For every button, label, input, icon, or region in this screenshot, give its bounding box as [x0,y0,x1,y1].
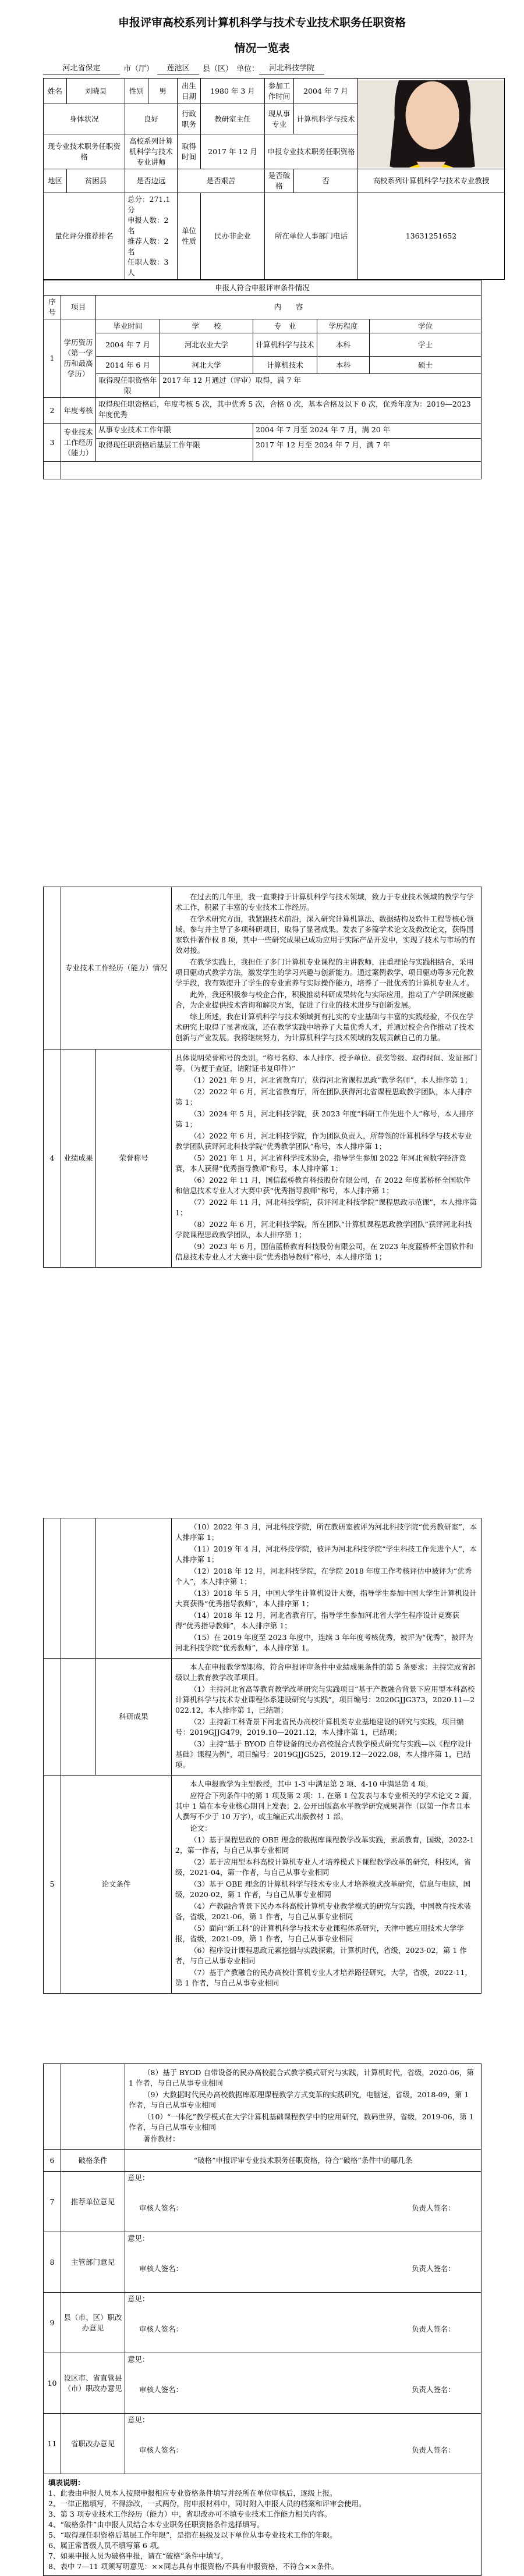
note-item: 4、“破格条件”由申报人员结合本专业职务任职资格条件选择填写。 [48,2520,264,2529]
edu-head-4: 学位 [370,319,481,333]
review-text: 意见： [128,2173,150,2182]
honor-item: （8）2022 年 6 月，河北科技学院，所在团队“计算机课程思政教学团队”获评河北科技学院课程思政教学团队，本人排序第 1； [175,1220,472,1239]
notes-title: 填表说明： [48,2478,85,2487]
row-no-4: 4 [44,1049,61,1268]
ability-table [43,887,481,1268]
page-gap [43,479,481,887]
paper-item: （10）“一体化”教学模式在大学计算机基础课程教学中的应用研究，数码世界，省级，2019-06，第 1 作者，与自己从事专业相同 [129,2112,474,2132]
honor-item: （13）2018 年 5 月，中国大学生计算机设计大赛，指导学生参加中国大学生计算机设计大赛获得“优秀指导教师”，本人排序第 1； [175,1589,477,1608]
photo-cell [358,79,505,169]
portrait-icon [358,80,504,168]
honor-item: （5）2021 年 1 月，河北省科学技术协会，指导学生参加 2022 年河北省数字经济竞赛，本人获得“优秀指导教师”称号，本人排序第 1； [175,1154,466,1173]
col-no: 序号 [44,296,61,319]
tech-item-2-label: 取得现任职资格后基层工作年限 [96,439,253,462]
review-label-11: 省职改办意见 [61,2414,125,2474]
blank-row [61,462,481,479]
review-label-10: 设区市、省直管县（市）职改办意见 [61,2353,125,2414]
paper-item: （1）基于课程思政的 OBE 理念的数据库课程教学改革实践，素质教育，国级，2022-12，第一作者，与自己从事专业相同 [175,1835,475,1855]
birth-label: 出生日期 [178,79,201,104]
obtain-value: 2017 年 12 月 [201,134,265,169]
health-value: 良好 [125,104,178,134]
honor-item: （4）2022 年 6 月，河北科技学院，作为团队负责人，所带领的计算机科学与技术专业教学团队获评河北科技学院“优秀教学团队”称号，本人排序第 1； [175,1132,472,1151]
cur-title-label: 取得现任职资格年限 [96,374,160,398]
apply-value: 高校系列计算机科学与技术专业教授 [358,169,505,193]
paper-item: （5）面向“新工科”的计算机科学与技术专业课程体系研究，天津中德应用技术大学学报，省级，2021-09，第 1 作者，与自己从事专业相同 [175,1924,464,1943]
ability-content [172,887,481,1049]
ability-label: 专业技术工作经历（能力）情况 [61,887,172,1049]
row-no-2: 2 [44,398,61,424]
col-content: 内 容 [96,296,481,319]
unit-field: 河北科技学院 [259,63,324,74]
paper-label-2 [61,2064,125,2150]
edu-row-2-major: 计算机技术 [253,357,317,374]
remote-label: 是否边远 [125,169,178,193]
document [43,15,490,2576]
paper-item: （2）基于应用型本科高校计算机专业人才培养模式下课程教学改革的研究，科技风，省级，2021-04，第一作者，与自己从事专业相同 [175,1858,471,1877]
honor-item: （14）2018 年 12 月，河北省教育厅，指导学生参加河北省大学生程序设计竞赛获得“优秀指导教师”，本人排序第 1； [175,1611,460,1630]
row-no-4c [44,1659,61,1776]
research-content [172,1659,481,1776]
region-label: 地区 [44,169,67,193]
city-label: 市（厅） [123,65,154,73]
review-label-8: 主管部门意见 [61,2232,125,2293]
review-no-9: 9 [44,2293,61,2353]
paper-item: （8）基于 BYOD 自带设备的民办高校混合式教学模式研究与实践，计算机时代，省级，2020-06，第 1 作者，与自己从事专业相同 [129,2068,474,2087]
review-no-10: 10 [44,2353,61,2414]
tech-label: 专业技术工作经历（能力） [61,424,96,462]
honor-content [172,1049,481,1268]
name-label: 姓名 [44,79,67,104]
note-item: 1、此表由申报人员本人按照申报相应专业资格条件填写并经所在单位审核后，逐级上报。 [48,2489,337,2497]
honor-item: （3）2024 年 5 月，河北科技学院，获 2023 年度“科研工作先进个人”称号，本人排序第 1； [175,1109,474,1129]
hard-value: 否 [294,169,358,193]
hard-label: 是否破格 [265,169,294,193]
quant-value: 总分：271.1 分 申报人数：2 名 推荐人数：2 名 任职人数：3 人 [125,193,178,280]
ability-para: 在过去的几年里，我一直秉持于计算机科学与技术领域，致力于专业技术领域的教学与学术工作，积累了丰富的专业技术工作经历。 [175,892,474,912]
honor-item: （1）2021 年 9 月，河北省教育厅，获得河北省课程思政“教学名师”，本人排序第 1； [190,1076,472,1084]
edu-row-2-degree: 硕士 [370,357,481,374]
note-item: 3、第 3 项专业技术工作经历（能力）中，省职改办可不填专业技术工作能力相关内容。 [48,2510,332,2518]
edu-row-1-school: 河北农业大学 [160,333,253,357]
edu-head-0: 毕业时间 [96,319,160,333]
admin-value: 教研室主任 [201,104,265,134]
note-item: 5、“取得现任职资格后基层工作年限”，是指在县级及以下单位从事专业技术工作的年限。 [48,2531,337,2539]
major-value: 计算机科学与技术 [294,104,358,134]
review-box-9 [125,2293,481,2353]
paper-item: 本人申报教学为主型教授，其中 1-3 中满足第 2 项、4-10 中满足第 4 项。 [190,1780,433,1788]
honor-item: （7）2022 年 11 月，河北科技学院，获评河北科技学院“课程思政示范课”，本人排序第 1； [175,1198,477,1217]
edu-row-1-degree: 学士 [370,333,481,357]
review-no-8: 8 [44,2232,61,2293]
honor-content-2 [172,1518,481,1659]
performance-label: 业绩成果 [61,1049,96,1268]
row-no-5b [44,2064,61,2150]
remote-value: 是否艰苦 [178,169,265,193]
review-box-7 [125,2172,481,2232]
paper-label: 论文条件 [61,1776,172,1994]
performance-label-2 [61,1518,96,1659]
gender-value: 男 [148,79,178,104]
paper-item: （7）基于产教融合的民办高校计算机专业人才培养路径研究，大学，省级，2022-11，第 1 作者，与自己从事专业相同 [175,1968,472,1987]
honor-item: （15）在 2019 年度至 2023 年度中，连续 3 年年度考核优秀，被评为“优秀”，被评为河北科技学院“优秀教师”，本人排序第 1。 [175,1633,473,1652]
research-item: （3）主持“基于 BYOD 自带设备的民办高校混合式教学模式研究与实践—以《程序设计基础》课程为例”，项目编号：2019GJJG525，2019.12—2022.08，本人排序第 1，已结项。 [175,1739,472,1769]
work-label: 参加工作时间 [265,79,294,104]
review-text: 意见： [128,2415,150,2424]
title-value: 高校系列计算机科学与技术专业讲师 [125,134,178,169]
review-box-11 [125,2414,481,2474]
row-no-1: 1 [44,319,61,398]
name-value: 刘晓昊 [67,79,125,104]
unit-nature-label: 单位性质 [178,193,201,280]
honor-item: （6）2022 年 11 月，国信蓝桥教育科技股份有限公司，在 2022 年度蓝桥杯全国软件和信息技术专业人才大赛中获“优秀指导教师”称号，本人排序第 1； [175,1176,471,1195]
honor-item: （12）2018 年 12 月，河北科技学院，在学院 2018 年度工作考核评估中被评为“优秀个人”，本人排序第 1； [175,1567,472,1586]
honor-item: （11）2019 年 4 月，河北科技学院，被评为河北科技学院“学生科技工作先进个人”，本人排序第 1； [175,1545,477,1564]
review-leader: 负责人签名： [411,2446,455,2454]
recognition-text: “破格”申报评审专业技术职务任职资格，符合“破格”条件中的哪几条 [125,2150,481,2172]
paper-item: （6）程序设计课程思政元素挖掘与实践探索，计算机时代，省级，2023-02，第 1 作者，与自己从事专业相同 [175,1946,467,1965]
edu-row-2-level: 本科 [317,357,370,374]
review-label-7: 推荐单位意见 [61,2172,125,2232]
paper-item: （9）大数据时代民办高校数据库原理课程教学方式变革的实践研究，电脑迷，省级，2018-09，第 1 作者，与自己从事专业相同 [129,2090,469,2109]
research-item: 本人在申报教学型职称，符合申报评审条件中业绩成果条件的第 5 条要求：主持完成省部级以上教育教学改革项目。 [175,1663,476,1682]
tech-item-2-value: 2017 年 12 月至 2024 年 7 月，满 7 年 [253,439,481,462]
health-label: 身体状况 [44,104,125,134]
province-field: 河北省保定 [43,63,120,74]
title-label: 现专业技术职务任职资格 [44,134,125,169]
edu-row-2-school: 河北大学 [160,357,253,374]
honor-item: （10）2022 年 3 月，河北科技学院，所在教研室被评为河北科技学院“优秀教研室”，本人排序第 1； [175,1522,477,1542]
unit-label: 单位： [236,65,260,73]
ability-para: 在教学实践上，我担任了多门计算机专业课程的主讲教师，注重理论与实践相结合，采用项目驱动式教学方法，激发学生的学习兴趣与创新能力。通过案例教学、项目驱动等多元化教学手段，我有效提升了学生的专业素养与实际操作能力，培养了一批优秀的计算机专业人才。 [175,958,474,987]
note-item: 7、如果申报人员为破格申报，请在“破格”条件中填写。 [48,2552,228,2560]
tech-item-1-value: 2004 年 7 月至 2024 年 7 月，满 20 年 [253,424,481,439]
review-signer: 审核人签名： [139,2264,183,2273]
performance-label-3 [61,1659,96,1776]
review-signer: 审核人签名： [139,2325,183,2333]
header-line [43,62,481,74]
paper-item: 论文： [190,1824,212,1833]
admin-label: 行政职务 [178,104,201,134]
review-table [43,2063,481,2576]
edu-row-1-date: 2004 年 7 月 [96,333,160,357]
review-label-9: 县（市、区）职改办意见 [61,2293,125,2353]
edu-label: 学历资历（第一学历和最高学历） [61,319,96,398]
review-leader: 负责人签名： [411,2264,455,2273]
row-no-3: 3 [44,424,61,462]
paper-content [172,1776,481,1994]
research-item: （1）主持河北省高等教育教学改革研究与实践项目“基于产教融合背景下应用型本科高校计算机科学与技术专业课程体系建设研究与实践”，项目编号：2020GJJG373，2020.11—2022.12，本人排序第 1，已结题； [175,1685,475,1714]
annual-text: 取得现任职资格后，年度考核 5 次，其中优秀 5 次，合格 0 次，基本合格及以下 0 次，优秀年度为：2019—2023 年度优秀 [96,398,481,424]
review-no-11: 11 [44,2414,61,2474]
birth-value: 1980 年 3 月 [201,79,265,104]
honor-label-2 [96,1518,172,1659]
review-leader: 负责人签名： [411,2325,455,2333]
note-item: 2、一律正楷填写，不得涂改，一式两份，附申报材料中，同时附入申报人员的档案和评审会使用。 [48,2499,366,2508]
edu-head-1: 学 校 [160,319,253,333]
review-leader: 负责人签名： [411,2204,455,2212]
ability-para: 此外，我还积极参与校企合作，积极推动科研成果转化与实际应用，推动了产学研深度融合，为企业提供技术咨询和解决方案，促进了行业的技术进步与创新发展。 [175,990,474,1009]
paper-item: （3）基于 OBE 理念的计算机科学与技术专业人才培养模式改革研究，信息与电脑，国级，2020-02，第 1 作者，与自己从事专业相同 [175,1880,470,1899]
hr-phone: 13631251652 [358,193,505,280]
note-item: 8、表中 7—11 项须写明意见：××同志具有申报资格/不具有申报资格，不符合××条件。 [48,2562,339,2571]
paper-content-2 [125,2064,481,2150]
row-no-6: 6 [44,2150,61,2172]
research-label: 科研成果 [96,1659,172,1776]
edu-head-3: 学历程度 [317,319,370,333]
edu-row-1-major: 计算机科学与技术 [253,333,317,357]
paper-item: 应符合下列条件中的第 1 项及第 2 项：1. 在第 1 位发表与本专业相关的学术论文 2 篇，其中 1 篇在本专业核心期刊上发表；2. 公开出版高水平教学研究成果著作（以第一作者且本人撰写不少于 10 万字），或主编正式出版教材 1 部。 [175,1791,476,1821]
obtain-label: 取得时间 [178,134,201,169]
paper-item: 著作教材： [143,2134,180,2143]
review-text: 意见： [128,2294,150,2303]
review-no-7: 7 [44,2172,61,2232]
portrait-photo [358,80,504,168]
research-item: （2）主持新工科背景下河北省民办高校计算机类专业基地建设的研究与实践，项目编号：2019GJJG479，2019.10—2021.12，本人排序第 1，已结项； [175,1717,464,1737]
review-leader: 负责人签名： [411,2385,455,2394]
review-box-10 [125,2353,481,2414]
edu-head-2: 专 业 [253,319,317,333]
document-title: 申报评审高校系列计算机科学与技术专业技术职务任职资格 [118,16,406,29]
ability-para: 在学术研究方面，我紧跟技术前沿，深入研究计算机算法、数据结构及软件工程等核心领域。参与并主导了多项科研项目，取得了显著成果。发表了多篇学术论文及教改论文，获得国家软件著作权 8 项，其中一些研究成果已成功应用于实际产品开发中，实现了技术与市场的有效对接。 [175,915,476,955]
unit-nature-value: 民办非企业 [201,193,265,280]
honor-item: （9）2023 年 6 月，国信蓝桥教育科技股份有限公司，在 2023 年度蓝桥杯全国软件和信息技术专业人才大赛中获“优秀指导教师”称号，本人排序第 1； [175,1242,473,1261]
honor-label: 荣誉称号 [96,1049,172,1268]
major-label: 现从事专业 [265,104,294,134]
ability-para: 综上所述，我在计算机科学与技术领域拥有扎实的专业基础与丰富的实践经验，不仅在学术研究上取得了显著成就，还在教学实践中培养了大量优秀人才，并通过校企合作推动了技术创新与产业发展。我将继续努力，为计算机科学与技术领域的发展贡献自己的力量。 [175,1012,474,1042]
review-signer: 审核人签名： [139,2385,183,2394]
edu-row-1-level: 本科 [317,333,370,357]
col-item: 项目 [61,296,96,319]
apply-label: 申报专业技术职务任职资格 [265,134,358,169]
honor-item: （2）2022 年 6 月，河北省教育厅，所在团队获得河北省课程思政教学团队，本人排序第 1； [175,1087,472,1106]
row-no-4b [44,1518,61,1659]
paper-item: （4）产教融合背景下民办本科高校计算机专业教学模式的研究与实践，中国教育技术装备，省级，2021-06，第 1 作者，与自己从事专业相同 [175,1902,471,1921]
annual-label: 年度考核 [61,398,96,424]
honor-intro: 具体说明荣誉称号的类别。“称号名称、本人排序、授予单位、获奖等级、取得时间、发证部门等。（为便于查证，请附证书复印件）” [175,1054,477,1073]
row-no-3b [44,887,61,1049]
notes-box [44,2474,481,2576]
district-field: 莲池区 [157,63,199,74]
conditions-table [43,280,481,479]
recognition-label: 破格条件 [61,2150,125,2172]
region-value: 贫困县 [67,169,125,193]
hr-label: 所在单位人事部门电话 [265,193,358,280]
work-value: 2004 年 7 月 [294,79,358,104]
document-subtitle: 情况一览表 [234,42,290,55]
note-item: 6、属正常晋级人员不填写第 6 项。 [48,2541,164,2550]
review-signer: 审核人签名： [139,2204,183,2212]
page-gap-2 [43,1268,481,1518]
review-text: 意见： [128,2355,150,2364]
cur-title-text: 2017 年 12 月通过（评审）取得，满 7 年 [160,374,481,398]
conditions-caption: 申报人符合申报评审条件情况 [44,280,481,296]
performance-table [43,1518,481,1994]
review-signer: 审核人签名： [139,2446,183,2454]
page-gap-3 [43,1994,481,2063]
row-no-5: 5 [44,1776,61,1994]
review-text: 意见： [128,2234,150,2243]
tech-item-1-label: 从事专业技术工作年限 [96,424,253,439]
edu-row-2-date: 2014 年 6 月 [96,357,160,374]
review-box-8 [125,2232,481,2293]
county-label: 县（区） [203,65,233,73]
quant-label: 量化评分推荐排名 [44,193,125,280]
basic-info-table [43,78,505,280]
gender-label: 性别 [125,79,148,104]
row-no-3-blank [44,462,61,479]
